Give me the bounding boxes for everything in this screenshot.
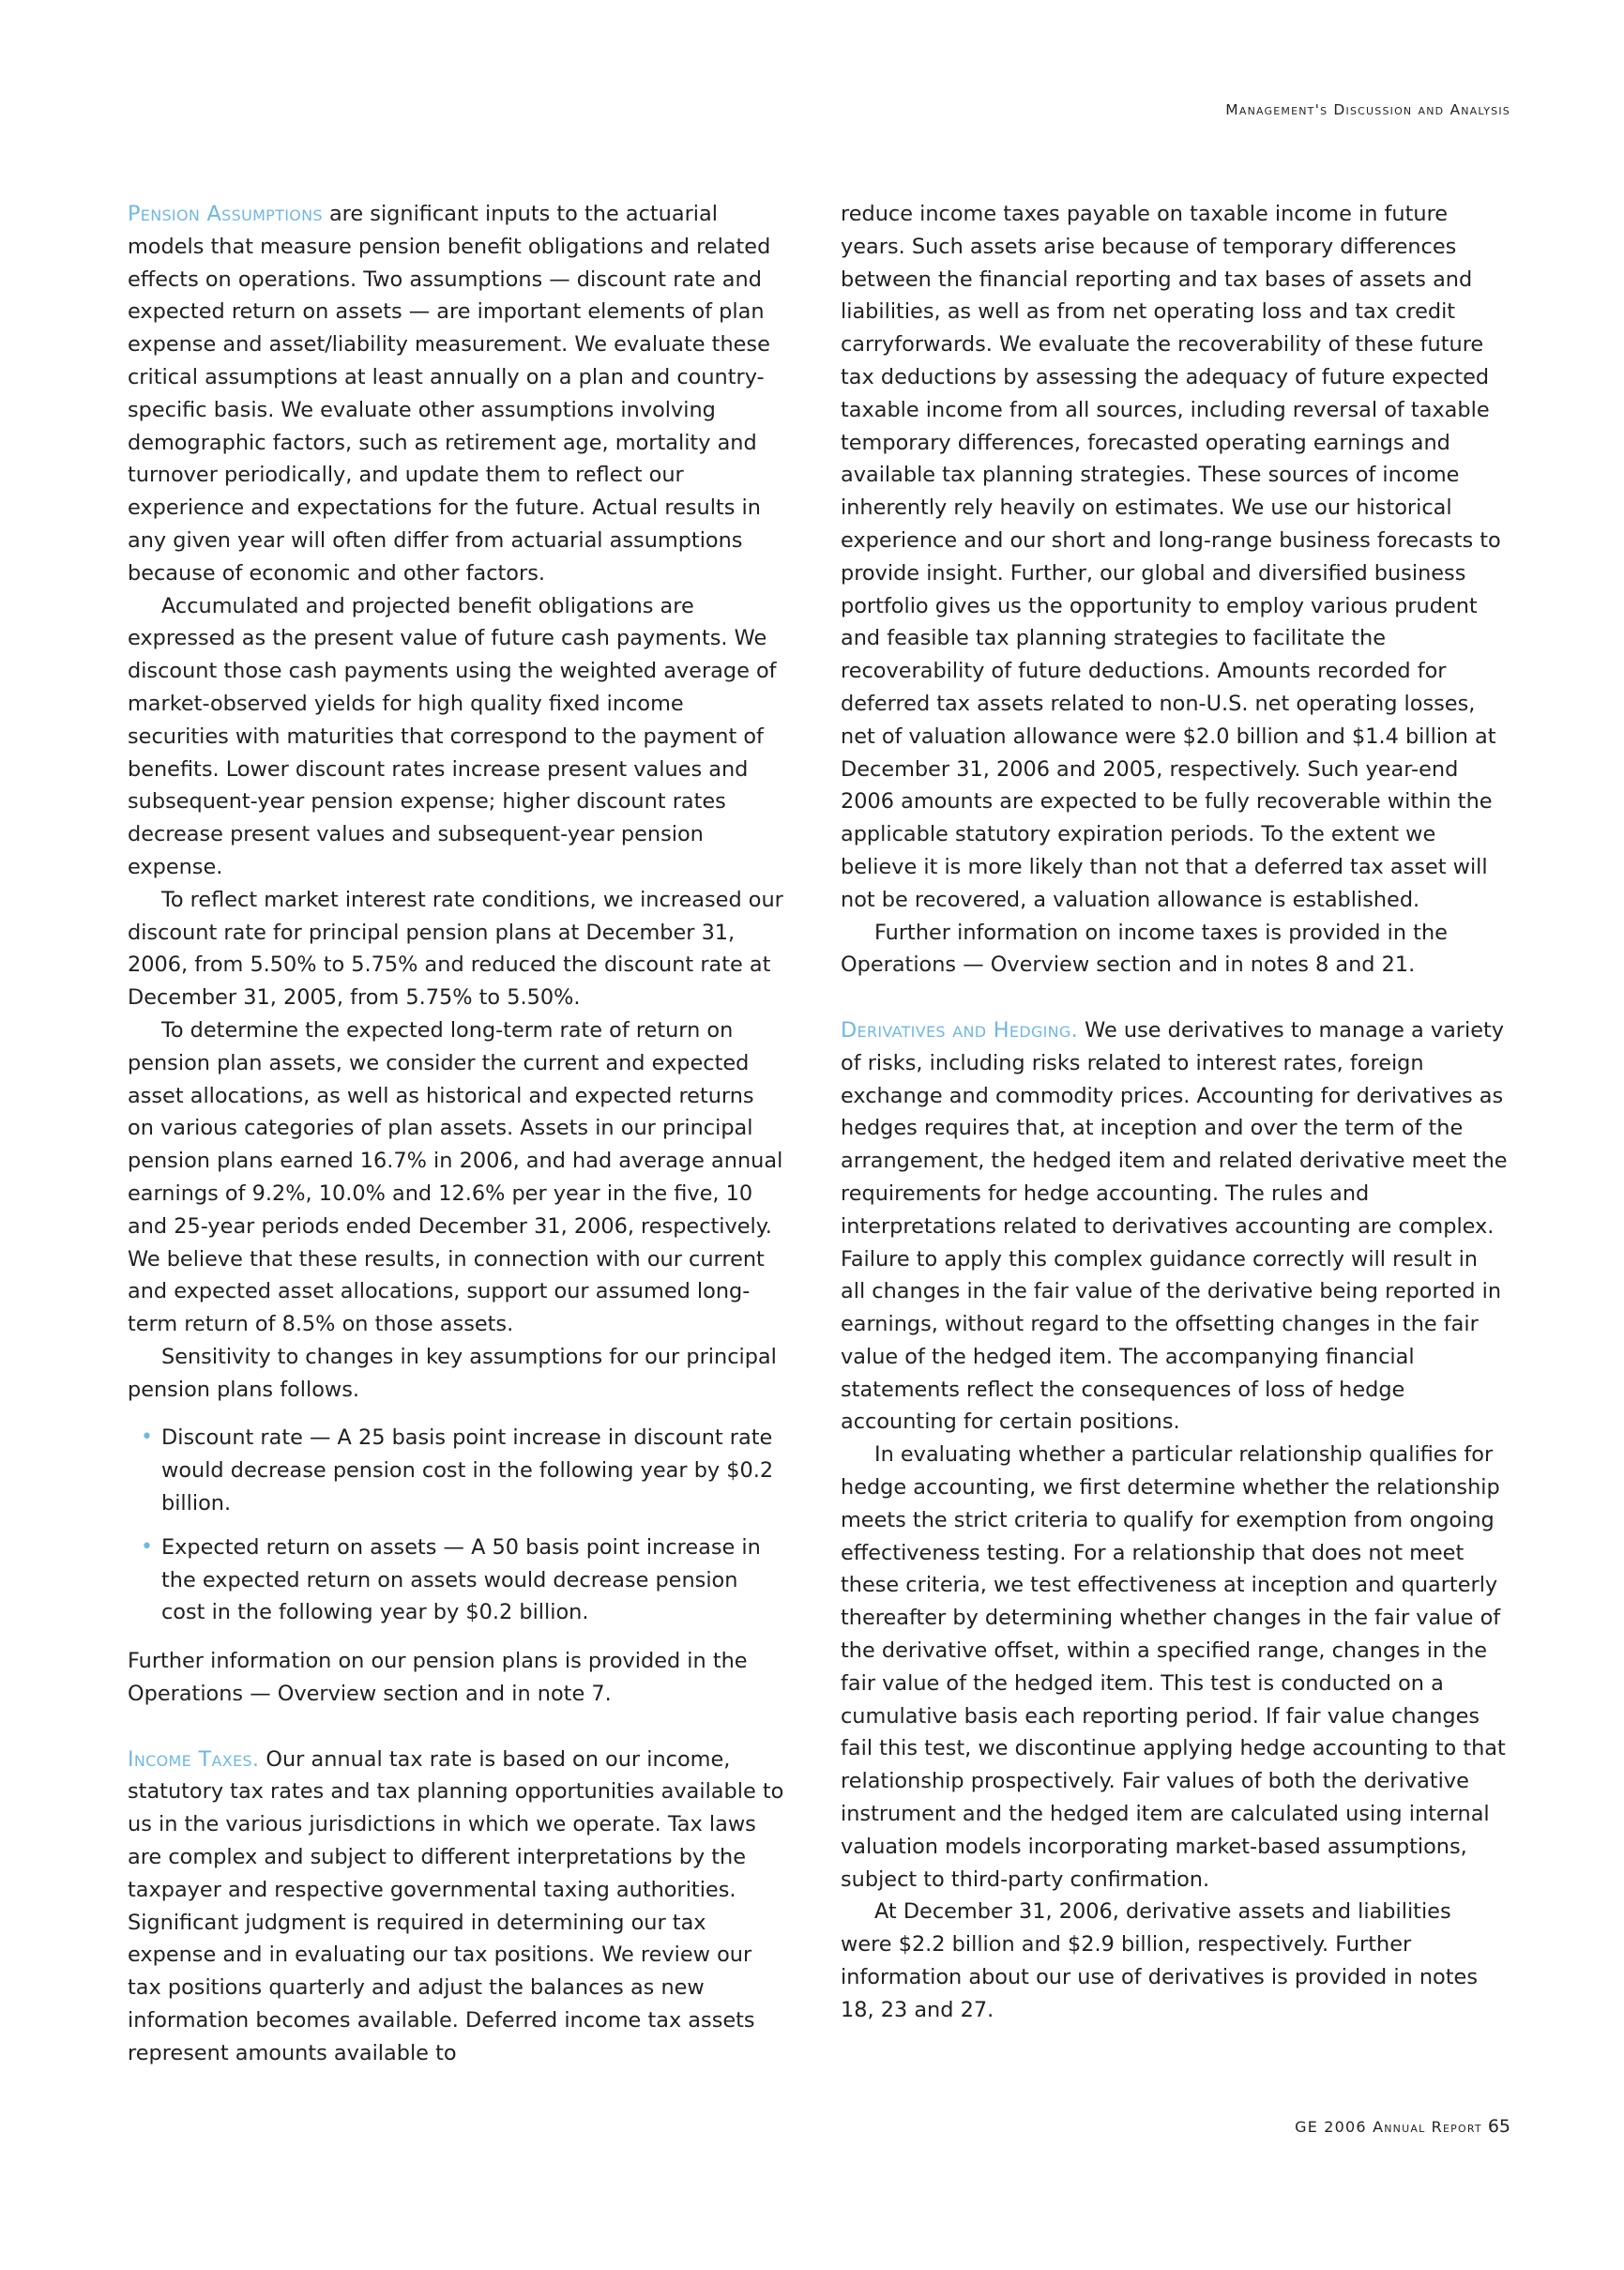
income-taxes-heading: Income Taxes. [128, 1746, 260, 1772]
pension-paragraph-3: To reflect market interest rate conditions, we increased our discount rate for principal pension plans at December 31, 2006, from 5.50% to 5.75% and reduced the discount rate at December 31, 2005, from 5.75% to 5.50%. [128, 887, 783, 1011]
pension-assumptions-heading: Pension Assumptions [128, 202, 323, 226]
derivatives-paragraph-2: In evaluating whether a particular relationship qualifies for hedge accounting, we first determine whether the relationship meets the strict criteria to qualify for exemption from ongoing effectiveness testing. For a relationship that does not meet these criteria, we test effectiveness at inception and quarterly thereafter by determining whether changes in the fair value of the derivative offset, within a specified range, changes in the fair value of the hedged item. This test is conducted on a cumulative basis each reporting period. If fair value changes fail this test, we discontinue applying hedge accounting to that relationship prospectively. Fair values of both the derivative instrument and the hedged item are calculated using internal valuation models incorporating market-based assumptions, subject to third-party confirmation. [841, 1442, 1506, 1892]
pension-paragraph-4: To determine the expected long-term rate of return on pension plan assets, we consider the current and expected asset allocations, as well as historical and expected returns on various categories of plan assets. Assets in our principal pension plans earned 16.7% in 2006, and had average annual earnings of 9.2%, 10.0% and 12.6% per year in the five, 10 and 25-year periods ended December 31, 2006, respectively. We believe that these results, in connection with our current and expected asset allocations, support our assumed long-term return of 8.5% on those assets. [128, 1017, 783, 1337]
pension-paragraph-5: Sensitivity to changes in key assumptions for our principal pension plans follows. [128, 1344, 777, 1402]
derivatives-heading: Derivatives and Hedging. [841, 1017, 1079, 1043]
left-column [128, 198, 784, 2070]
list-item [128, 1531, 784, 1629]
income-taxes-continued-paragraph: reduce income taxes payable on taxable income in future years. Such assets arise because of temporary differences between the financial reporting and tax bases of assets and liabilities, as well as from net operating loss and tax credit carryforwards. We evaluate the recoverability of these future tax deductions by assessing the adequacy of future expected taxable income from all sources, including reversal of taxable temporary differences, forecasted operating earnings and available tax planning strategies. These sources of income inherently rely heavily on estimates. We use our historical experience and our short and long-range business forecasts to provide insight. Further, our global and diversified business portfolio gives us the opportunity to employ various prudent and feasible tax planning strategies to facilitate the recoverability of future deductions. Amounts recorded for deferred tax assets related to non-U.S. net operating losses, net of valuation allowance were $2.0 billion and $1.4 billion at December 31, 2006 and 2005, respectively. Such year-end 2006 amounts are expected to be fully recoverable within the applicable statutory expiration periods. To the extent we believe it is more likely than not that a deferred tax asset will not be recovered, a valuation allowance is established. [841, 202, 1501, 912]
right-column [841, 198, 1509, 2027]
derivatives-lead-text: We use derivatives to manage a variety of risks, including risks related to interest rates, foreign exchange and commodity prices. Accounting for derivatives as hedges requires that, at inception and over the term of the arrangement, the hedged item and related derivative meet the requirements for hedge accounting. The rules and interpretations related to derivatives accounting are complex. Failure to apply this complex guidance correctly will result in all changes in the fair value of the derivative being reported in earnings, without regard to the offsetting changes in the fair value of the hedged item. The accompanying financial statements reflect the consequences of loss of hedge accounting for certain positions. [841, 1017, 1508, 1435]
page-number: 65 [1487, 2116, 1510, 2137]
derivatives-paragraph-3: At December 31, 2006, derivative assets and liabilities were $2.2 billion and $2.9 billion, respectively. Further information about our use of derivatives is provided in notes 18, 23 and 27. [841, 1899, 1478, 2022]
pension-paragraph-2: Accumulated and projected benefit obligations are expressed as the present value of future cash payments. We discount those cash payments using the weighted average of market-observed yields for high quality fixed income securities with maturities that correspond to the payment of benefits. Lower discount rates increase present values and subsequent-year pension expense; higher discount rates decrease present values and subsequent-year pension expense. [128, 593, 777, 879]
income-taxes-closing-paragraph: Further information on income taxes is provided in the Operations — Overview section and in notes 8 and 21. [841, 920, 1448, 978]
pension-paragraph-1 [128, 198, 784, 590]
list-item-text: Discount rate — A 25 basis point increase in discount rate would decrease pension cost in the following year by $0.2 billion. [161, 1425, 774, 1516]
sensitivity-list [128, 1422, 784, 1629]
page-footer [1295, 2116, 1510, 2137]
bullet-icon: • [141, 1534, 153, 1559]
derivatives-paragraph-1 [841, 1014, 1509, 1439]
list-item-text: Expected return on assets — A 50 basis point increase in the expected return on assets would decrease pension cost in the following year by $0.2 billion. [161, 1534, 761, 1625]
income-taxes-paragraph-1 [128, 1744, 784, 2070]
income-taxes-lead-text: Our annual tax rate is based on our income, statutory tax rates and tax planning opportunities available to us in the various jurisdictions in which we operate. Tax laws are complex and subject to different interpretations by the taxpayer and respective governmental taxing authorities. Significant judgment is required in determining our tax expense and in evaluating our tax positions. We review our tax positions quarterly and adjust the balances as new information becomes available. Deferred income tax assets represent amounts available to [128, 1746, 784, 2065]
list-item [128, 1422, 784, 1519]
report-title: GE 2006 Annual Report [1295, 2118, 1482, 2136]
pension-lead-text: are significant inputs to the actuarial models that measure pension benefit obligations and related effects on operations. Two assumptions — discount rate and expected return on assets — are important elements of plan expense and asset/liability measurement. We evaluate these critical assumptions at least annually on a plan and country-specific basis. We evaluate other assumptions involving demographic factors, such as retirement age, mortality and turnover periodically, and update them to reflect our experience and expectations for the future. Actual results in any given year will often differ from actuarial assumptions because of economic and other factors. [128, 202, 771, 586]
pension-closing-paragraph: Further information on our pension plans is provided in the Operations — Overview section and in note 7. [128, 1649, 748, 1707]
running-header: Management's Discussion and Analysis [1225, 101, 1510, 118]
bullet-icon: • [141, 1425, 153, 1450]
